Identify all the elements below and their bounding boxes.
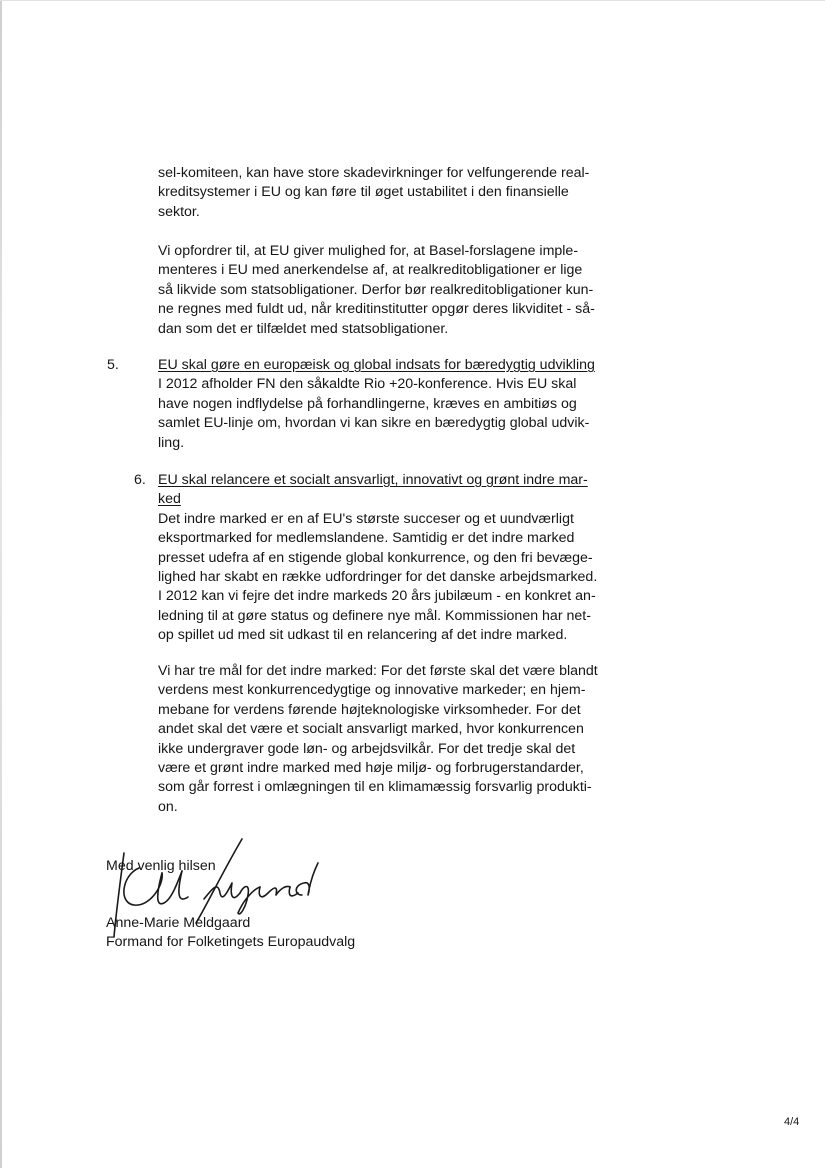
scan-edge-top <box>0 0 825 1</box>
text-line: andet skal det være et socialt ansvarligt marked, hvor konkurrencen <box>158 721 584 738</box>
item-6 <box>158 471 598 646</box>
text-line: mebane for verdens førende højteknologiske virksomheder. For det <box>158 701 581 718</box>
proposal-paragraph <box>158 242 598 339</box>
text-line: kreditsystemer i EU og kan føre til øget ustabilitet i den finansielle <box>158 184 569 201</box>
page-number: 4/4 <box>784 1116 800 1128</box>
text-line: Vi opfordrer til, at EU giver mulighed for, at Basel-forslagene imple- <box>158 243 579 259</box>
text-line: ne regnes med fuldt ud, når kreditinstitutter opgør deres likviditet - så- <box>158 301 595 318</box>
item-5-number: 5. <box>107 357 119 373</box>
signatory-title: Formand for Folketingets Europaudvalg <box>106 934 356 950</box>
text-line: have nogen indflydelse på forhandlingerne, kræves en ambitiøs og <box>158 395 577 412</box>
text-line: sel-komiteen, kan have store skadevirkninger for velfungerende real- <box>158 165 590 181</box>
item-6-number: 6. <box>134 472 146 488</box>
intro-paragraph <box>158 164 598 222</box>
text-line: I 2012 kan vi fejre det indre markeds 20 års jubilæum - en konkret an- <box>158 588 596 605</box>
text-line: on. <box>158 798 178 815</box>
text-line: dan som det er tilfældet med statsobligationer. <box>158 320 449 337</box>
item-5 <box>158 356 598 453</box>
text-line: Det indre marked er en af EU's største succeser og et uundværligt <box>158 510 574 527</box>
text-line: verdens mest konkurrencedygtige og innovative markeder; en hjem- <box>158 682 586 699</box>
scan-edge <box>0 0 2 1168</box>
text-line: ledning til at gøre status og definere nye mål. Kommissionen har net- <box>158 607 591 624</box>
text-line: menteres i EU med anerkendelse af, at realkreditobligationer er lige <box>158 262 583 279</box>
text-line: ikke undergraver gode løn- og arbejdsvilkår. For det tredje skal det <box>158 740 576 757</box>
goals-paragraph <box>158 662 598 817</box>
text-line: være et grønt indre marked med høje miljø- og forbrugerstandarder, <box>158 760 584 777</box>
text-line: ling. <box>158 434 185 451</box>
item-5-heading: EU skal gøre en europæisk og global indsats for bæredygtig udvikling <box>158 357 595 373</box>
text-line: op spillet ud med sit udkast til en relancering af det indre marked. <box>158 627 568 644</box>
signatory-name: Anne-Marie Meldgaard <box>106 915 251 931</box>
text-line: presset udefra af en stigende global konkurrence, og den fri bevæge- <box>158 549 593 566</box>
text-line: lighed har skabt en række udfordringer for det danske arbejdsmarked. <box>158 569 598 586</box>
item-6-heading-cont: ked <box>158 491 181 508</box>
text-line: Vi har tre mål for det indre marked: For det første skal det være blandt <box>158 663 598 679</box>
text-line: som går forrest i omlægningen til en klimamæssig forsvarlig produkti- <box>158 779 592 796</box>
text-line: eksportmarked for medlemslandene. Samtidig er det indre marked <box>158 530 575 547</box>
text-line: I 2012 afholder FN den såkaldte Rio +20-konference. Hvis EU skal <box>158 376 577 393</box>
text-line: så likvide som statsobligationer. Derfor bør realkreditobligationer kun- <box>158 281 594 298</box>
text-line: samlet EU-linje om, hvordan vi kan sikre en bæredygtig global udvik- <box>158 415 590 432</box>
item-6-heading: EU skal relancere et socialt ansvarligt, innovativt og grønt indre mar- <box>158 472 588 488</box>
text-line: sektor. <box>158 203 200 220</box>
closing-greeting: Med venlig hilsen <box>106 858 216 874</box>
